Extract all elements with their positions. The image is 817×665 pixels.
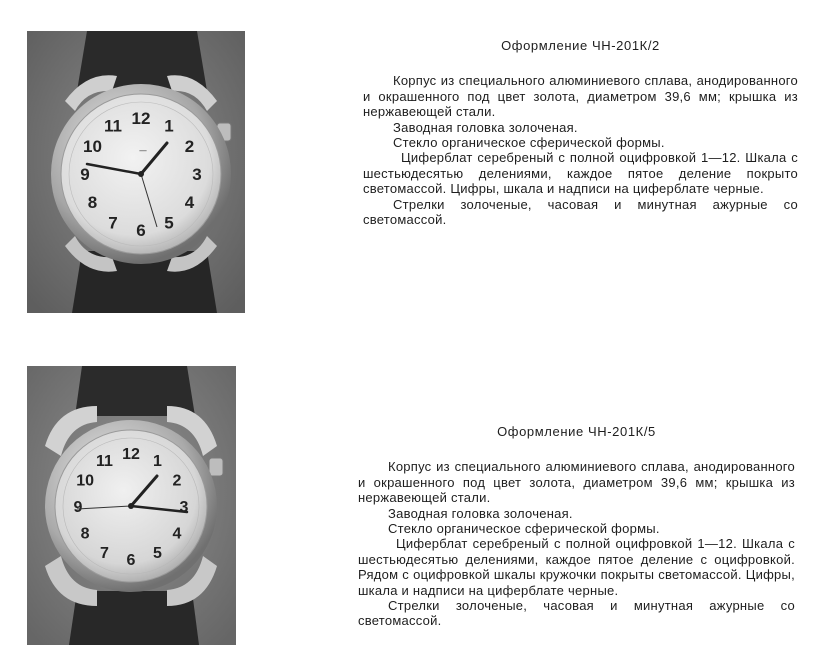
paragraph: Стекло органическое сферической формы. xyxy=(393,135,665,151)
dial-numeral: 10 xyxy=(76,472,94,490)
dial-numeral: 3 xyxy=(192,165,202,184)
watch-photo-2 xyxy=(27,366,236,645)
paragraph: Циферблат серебреный с полной оцифровкой 1—12. Шкала с шестьюдесятью делениями, каждое пятое деление покрыто светомассой. Цифры, шкала и надписи на циферблате черные. xyxy=(363,150,798,197)
dial-numeral: 4 xyxy=(184,193,195,212)
dial-numeral: 3 xyxy=(179,499,189,516)
description-1 xyxy=(363,38,798,227)
watch-entry-1 xyxy=(0,0,817,330)
dial-numeral: 11 xyxy=(96,453,113,471)
svg-text:—: — xyxy=(139,146,147,155)
dial-numeral: 11 xyxy=(104,116,122,136)
paragraph: Корпус из специального алюминиевого сплава, анодированного и окрашенного под цвет золота, диаметром 39,6 мм; крышка из нержавеющей стали. xyxy=(358,459,795,506)
dial-numeral: 5 xyxy=(164,213,174,233)
dial-numeral: 1 xyxy=(153,453,162,471)
paragraph: Корпус из специального алюминиевого сплава, анодированного и окрашенного под цвет золота, диаметром 39,6 мм; крышка из нержавеющей стали. xyxy=(363,73,798,120)
dial-numeral: 9 xyxy=(80,165,90,184)
dial-numeral: 7 xyxy=(108,213,118,233)
watch-entry-2 xyxy=(0,360,817,660)
watch-photo-1 xyxy=(27,31,245,313)
paragraph: Стекло органическое сферической формы. xyxy=(388,521,660,537)
dial-numeral: 7 xyxy=(100,544,109,562)
dial-numeral: 9 xyxy=(73,499,83,516)
paragraph: Циферблат серебреный с полной оцифровкой 1—12. Шкала с шестьюдесятью делениями, каждое пятое деление с оцифровкой. Рядом с оцифровкой шкалы кружочки покрыты светомассой. Цифры, шкала и надписи на циферблате черные. xyxy=(358,536,795,598)
dial-numeral: 4 xyxy=(172,525,182,543)
dial-numeral: 10 xyxy=(83,137,102,156)
paragraph: Заводная головка золоченая. xyxy=(393,119,578,135)
dial-numeral: 2 xyxy=(172,472,182,490)
dial-numeral: 12 xyxy=(122,446,140,463)
entry-title: Оформление ЧН-201К/5 xyxy=(497,424,656,439)
dial-numeral: 2 xyxy=(184,137,195,156)
paragraph: Стрелки золоченые, часовая и минутная ажурные со светомассой. xyxy=(358,598,795,629)
dial-numeral: 5 xyxy=(153,544,162,562)
dial-numeral: 1 xyxy=(164,116,174,136)
dial-numeral: 8 xyxy=(80,525,90,543)
description-2 xyxy=(358,424,795,629)
dial-numeral: 8 xyxy=(87,193,98,212)
dial-numeral: 6 xyxy=(126,552,136,569)
dial-numeral: 12 xyxy=(131,109,151,128)
paragraph: Заводная головка золоченая. xyxy=(388,505,573,521)
dial-numeral: 6 xyxy=(136,221,146,240)
paragraph: Стрелки золоченые, часовая и минутная ажурные со светомассой. xyxy=(363,196,798,228)
entry-title: Оформление ЧН-201К/2 xyxy=(501,38,660,53)
